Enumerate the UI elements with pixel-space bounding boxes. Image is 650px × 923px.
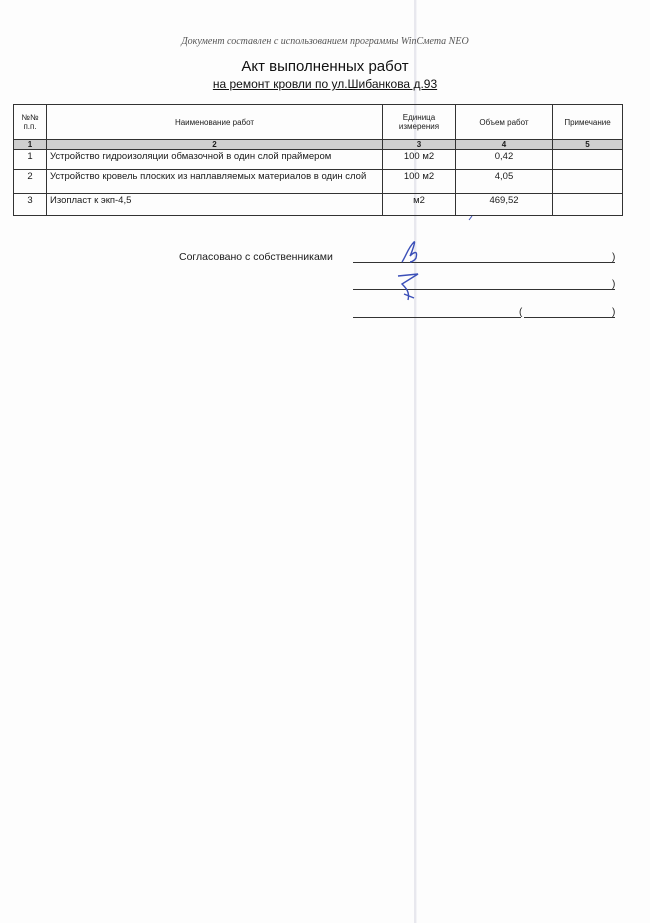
signature-open-paren-3: ( xyxy=(519,307,523,318)
signature-line-2 xyxy=(353,289,615,290)
table-row xyxy=(14,150,623,170)
row-unit: м2 xyxy=(383,194,456,216)
signature-paren-3: ) xyxy=(612,307,616,318)
header-unit-line2: измерения xyxy=(398,122,440,131)
signature-line-1 xyxy=(353,262,615,263)
header-note: Примечание xyxy=(553,105,623,140)
table-row xyxy=(14,170,623,194)
index-row xyxy=(14,140,623,150)
header-num-line1: №№ xyxy=(21,113,39,122)
signature-paren-2: ) xyxy=(612,279,616,290)
row-name: Изопласт к экп-4,5 xyxy=(47,194,383,216)
row-volume: 0,42 xyxy=(456,150,553,170)
row-volume: 469,52 xyxy=(456,194,553,216)
row-name: Устройство гидроизоляции обмазочной в один слой праймером xyxy=(47,150,383,170)
index-cell: 4 xyxy=(456,140,553,150)
index-cell: 2 xyxy=(47,140,383,150)
index-cell: 1 xyxy=(14,140,47,150)
signature-paren-1: ) xyxy=(612,252,616,263)
header-volume: Объем работ xyxy=(456,105,553,140)
row-name: Устройство кровель плоских из наплавляемых материалов в один слой xyxy=(47,170,383,194)
page-title: Акт выполненных работ xyxy=(241,58,409,75)
row-unit: 100 м2 xyxy=(383,150,456,170)
row-volume: 4,05 xyxy=(456,170,553,194)
table-row xyxy=(14,194,623,216)
works-table xyxy=(13,104,623,216)
table-header-row xyxy=(14,105,623,140)
header-num-line2: п.п. xyxy=(23,122,37,131)
index-cell: 3 xyxy=(383,140,456,150)
row-note xyxy=(553,194,623,216)
page-subtitle: на ремонт кровли по ул.Шибанкова д.93 xyxy=(212,77,438,91)
row-num: 3 xyxy=(14,194,47,216)
header-unit-line1: Единица xyxy=(402,113,436,122)
agreement-label: Согласовано с собственниками xyxy=(179,251,333,263)
pen-mark-icon xyxy=(468,215,474,221)
header-name: Наименование работ xyxy=(47,105,383,140)
signature-scribble-1-icon xyxy=(398,238,422,266)
row-note xyxy=(553,170,623,194)
header-unit xyxy=(383,105,456,140)
row-num: 1 xyxy=(14,150,47,170)
index-cell: 5 xyxy=(553,140,623,150)
row-note xyxy=(553,150,623,170)
signature-line-3 xyxy=(353,317,521,318)
row-num: 2 xyxy=(14,170,47,194)
header-num xyxy=(14,105,47,140)
row-unit: 100 м2 xyxy=(383,170,456,194)
signature-line-3b xyxy=(524,317,615,318)
signature-scribble-2-icon xyxy=(396,270,422,304)
program-note: Документ составлен с использованием программы WinСмета NEO xyxy=(181,36,469,47)
